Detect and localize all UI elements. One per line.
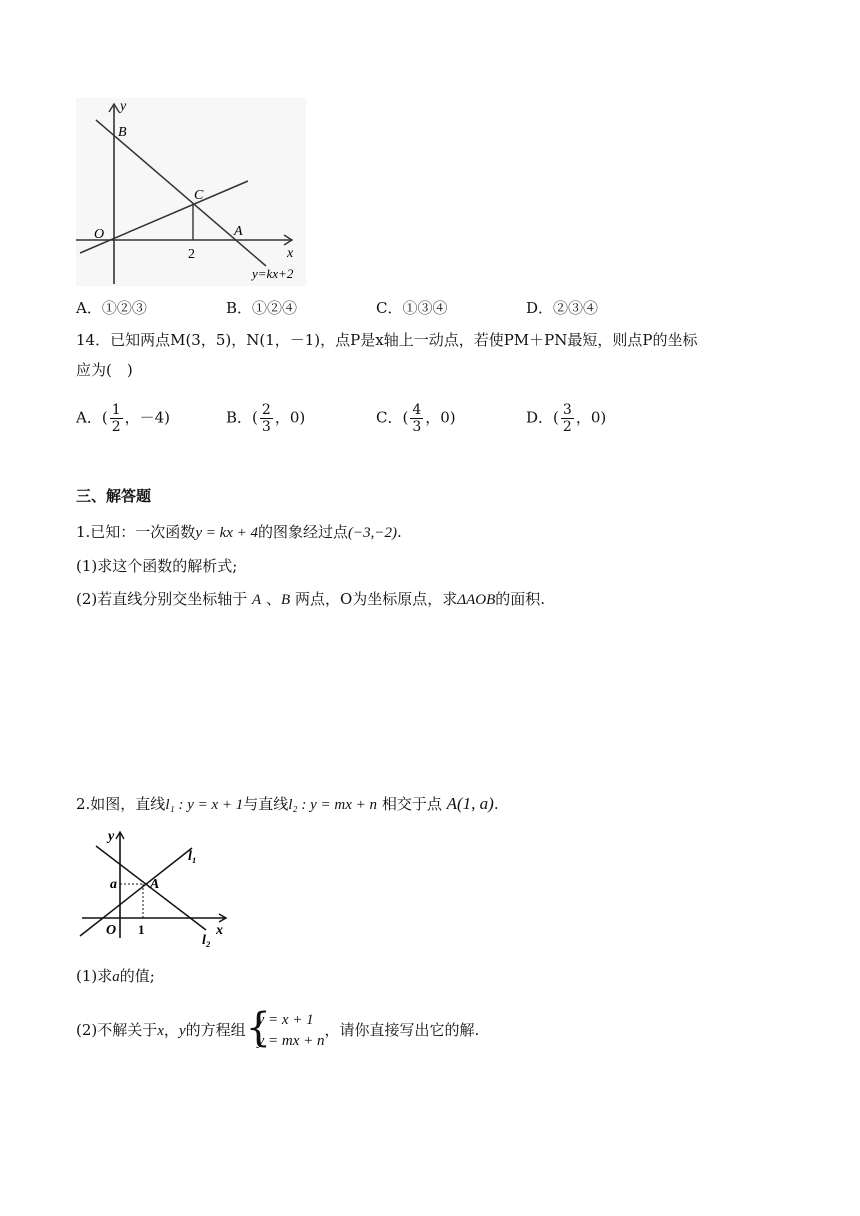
- fig2-x-label: x: [216, 923, 223, 938]
- fig1-point-b-label: B: [118, 125, 127, 140]
- q14-option-b-numerator: 2: [261, 402, 271, 418]
- q14-option-d-numerator: 3: [562, 402, 572, 418]
- q14-option-c-denominator: 3: [412, 419, 422, 435]
- section-3-heading: 三、解答题: [76, 487, 152, 505]
- p1-stem-c: .: [397, 523, 402, 541]
- problem-1-sub-1: (1)求这个函数的解析式;: [76, 557, 238, 575]
- p1-sub2-triangle: ΔAOB: [457, 592, 496, 608]
- q14-option-a-denominator: 2: [111, 419, 121, 435]
- p1-sub2-point-b: B: [281, 592, 291, 608]
- q14-option-a: [76, 402, 170, 435]
- figure-2: [76, 826, 236, 952]
- q14-option-d: [526, 402, 606, 435]
- p1-stem-a: 1.已知：一次函数: [76, 523, 196, 541]
- problem-2-sub-1: [76, 966, 155, 987]
- p1-point: (−3,−2): [348, 525, 398, 541]
- line-y-kx-plus-2: [96, 120, 266, 266]
- q14-option-b-denominator: 3: [261, 419, 271, 435]
- p2-line-l1: l₁ : y = x + 1: [165, 797, 244, 813]
- fig2-a-label: a: [110, 877, 117, 892]
- q14-option-b: [226, 402, 305, 435]
- fig2-l1-label: l₁: [188, 849, 197, 864]
- q14-option-a-prefix: A．(: [76, 408, 108, 427]
- fig2-origin-label: O: [106, 923, 117, 938]
- p2-sub1-b: 的值;: [119, 967, 155, 985]
- p1-stem-b: 的图象经过点: [258, 523, 349, 541]
- figure-1-svg: [76, 98, 306, 286]
- q14-option-a-numerator: 1: [111, 402, 121, 418]
- fig1-x-label: x: [287, 246, 294, 261]
- p2-equation-system: [245, 1005, 325, 1052]
- p2-sub2-comma: ，: [163, 1021, 179, 1039]
- line-through-origin: [80, 181, 248, 253]
- p2-sub2-y: y: [178, 1023, 186, 1039]
- q14-option-b-prefix: B．(: [226, 408, 258, 427]
- q13-option-a: A．①②③: [76, 299, 147, 317]
- problem-1-stem: [76, 522, 402, 543]
- p1-sub2-b: 、: [265, 590, 281, 608]
- p2-point-a: A(1, a): [446, 794, 494, 813]
- fig2-y-label: y: [108, 829, 115, 844]
- p2-line-l2: l₂ : y = mx + n: [288, 797, 378, 813]
- fig2-point-a-label: A: [150, 877, 160, 892]
- q14-option-c-suffix: ，0): [425, 408, 456, 427]
- p2-stem-c: 相交于点: [381, 795, 442, 813]
- p2-sub2-x: x: [157, 1023, 164, 1039]
- p2-sub1-a: (1)求: [76, 967, 113, 985]
- fig1-origin-label: O: [94, 227, 105, 242]
- p2-stem-d: .: [493, 795, 499, 813]
- q14-option-c-prefix: C．(: [376, 408, 409, 427]
- p2-stem-b: 与直线: [243, 795, 289, 813]
- p2-sub2-c: ，请你直接写出它的解.: [324, 1021, 480, 1039]
- q13-option-c: C．①③④: [376, 299, 448, 317]
- problem-2-stem: [76, 794, 499, 815]
- q13-option-d: D．②③④: [526, 299, 599, 317]
- q14-option-b-fraction: [260, 402, 273, 435]
- fig1-equation-label: y=kx+2: [252, 266, 294, 281]
- q14-question-line-2: 应为( ): [76, 361, 133, 379]
- p1-sub2-point-a: A: [252, 592, 262, 608]
- p1-sub2-a: (2)若直线分别交坐标轴于: [76, 590, 248, 608]
- fig1-point-c-label: C: [194, 188, 204, 203]
- problem-1-sub-2: [76, 589, 545, 610]
- p2-sub2-a: (2)不解关于: [76, 1021, 158, 1039]
- p1-equation: y = kx + 4: [195, 525, 259, 541]
- q14-option-d-suffix: ，0): [575, 408, 607, 427]
- fig2-tick-1: 1: [138, 922, 145, 937]
- q14-option-b-suffix: ，0): [274, 408, 306, 427]
- p2-sub2-b: 的方程组: [185, 1021, 246, 1039]
- figure-2-svg: [76, 826, 236, 952]
- system-row-1: y = x + 1: [257, 1012, 314, 1028]
- line-l1: [80, 848, 192, 936]
- q14-option-d-fraction: [561, 402, 574, 435]
- q14-option-d-denominator: 2: [562, 419, 572, 435]
- p1-sub2-c: 两点，O为坐标原点，求: [294, 590, 458, 608]
- q14-option-c-numerator: 4: [412, 402, 422, 418]
- q14-option-c-fraction: [410, 402, 423, 435]
- q14-option-a-suffix: ，－4): [124, 408, 171, 427]
- p2-sub1-var: a: [112, 969, 120, 985]
- fig1-point-a-label: A: [234, 224, 243, 239]
- p1-sub2-d: 的面积.: [495, 590, 546, 608]
- q14-option-a-fraction: [110, 402, 123, 435]
- q13-option-b: B．①②④: [226, 299, 298, 317]
- fig2-l2-label: l₂: [202, 933, 211, 948]
- figure-1: [76, 98, 306, 286]
- fig1-y-label: y: [120, 99, 127, 114]
- problem-2-sub-2: [76, 1006, 479, 1054]
- system-row-2: y = mx + n: [257, 1033, 325, 1049]
- q14-option-c: [376, 402, 456, 435]
- system-brace: {: [245, 1005, 272, 1051]
- q14-option-d-prefix: D．(: [526, 408, 559, 427]
- p2-stem-a: 2.如图，直线: [76, 795, 166, 813]
- q14-question-line-1: 14．已知两点M(3，5)，N(1，－1)，点P是x轴上一动点，若使PM＋PN最短，则点P的坐标: [76, 331, 698, 349]
- fig1-tick-2: 2: [188, 247, 195, 262]
